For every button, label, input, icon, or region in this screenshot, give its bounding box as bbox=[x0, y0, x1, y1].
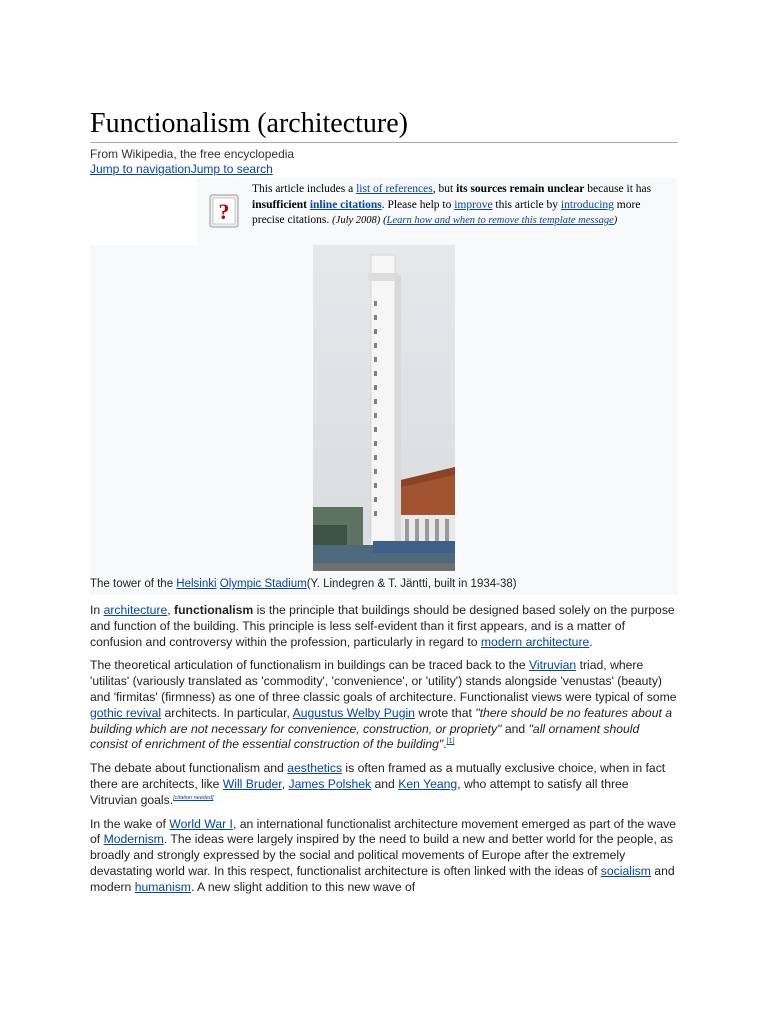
p2-text-2: triad, where 'utilitas' (variously translated as 'commodity', 'convenience', or 'utility') stands alongside 'venustas' (beauty) and 'firmitas' (firmness) as one of three classic goals of architecture. Functionalist views were typical of some bbox=[90, 658, 677, 704]
socialism-link[interactable]: socialism bbox=[600, 863, 651, 878]
world-war-i-link[interactable]: World War I bbox=[169, 816, 233, 831]
modernism-link[interactable]: Modernism bbox=[103, 832, 164, 847]
gothic-revival-link[interactable]: gothic revival bbox=[90, 705, 162, 720]
tagline: From Wikipedia, the free encyclopedia bbox=[90, 147, 295, 161]
paragraph-1: In architecture, functionalism is the principle that buildings should be designed based solely on the purpose and function of the building. This principle is less self-evident than it first appears, and is a matter of confusion and controversy within the profession, particularly in regard to modern architecture. bbox=[90, 603, 675, 649]
p3-text-4: , who attempt to satisfy all three Vitruvian goals. bbox=[90, 776, 629, 807]
figure-caption bbox=[90, 578, 517, 590]
svg-text:?: ? bbox=[218, 199, 230, 224]
notice-text-5: this article by bbox=[492, 198, 561, 211]
notice-text-6: more precise citations. bbox=[252, 198, 641, 226]
vitruvian-link[interactable]: Vitruvian bbox=[529, 658, 577, 673]
functionalism-bold: functionalism bbox=[174, 603, 254, 617]
reference-1-link[interactable]: [1] bbox=[446, 738, 455, 746]
infobox-figure bbox=[90, 245, 678, 595]
ken-yeang-link[interactable]: Ken Yeang bbox=[398, 776, 458, 791]
question-book-icon bbox=[209, 194, 239, 228]
p2-text-4: wrote that bbox=[414, 705, 476, 720]
architecture-link[interactable]: architecture bbox=[103, 603, 168, 617]
list-of-references-link[interactable]: list of references bbox=[356, 183, 433, 195]
humanism-link[interactable]: humanism bbox=[134, 879, 191, 894]
introducing-link[interactable]: introducing bbox=[560, 198, 614, 211]
inline-citations-link[interactable]: inline citations bbox=[309, 198, 382, 211]
p4-text-4: and modern bbox=[90, 863, 675, 894]
learn-remove-link[interactable]: Learn how and when to remove this template message bbox=[386, 215, 614, 226]
james-polshek-link[interactable]: James Polshek bbox=[288, 776, 372, 791]
p2-text-1: The theoretical articulation of functionalism in buildings can be traced back to the bbox=[90, 658, 529, 673]
notice-date: (July 2008) bbox=[332, 215, 381, 226]
citation-needed-link[interactable]: [citation needed] bbox=[173, 794, 214, 801]
jump-to-search-link[interactable]: Jump to search bbox=[190, 162, 273, 176]
title-divider bbox=[90, 142, 678, 143]
aesthetics-link[interactable]: aesthetics bbox=[287, 761, 343, 776]
p4-text-5: . A new slight addition to this new wave of bbox=[190, 879, 416, 894]
notice-text-2: , but bbox=[432, 183, 457, 195]
helsinki-link[interactable]: Helsinki bbox=[176, 578, 217, 590]
p4-text-2: , an international functionalist architecture movement emerged as part of the wave of bbox=[90, 816, 676, 847]
modern-architecture-link[interactable]: modern architecture bbox=[480, 634, 590, 649]
will-bruder-link[interactable]: Will Bruder bbox=[222, 776, 282, 791]
pugin-quote-1: "there should be no features about a building which are not necessary for convenience, construction, or propriety" bbox=[90, 705, 673, 736]
improve-link[interactable]: improve bbox=[454, 198, 493, 211]
pugin-quote-2: "all ornament should consist of enrichment of the essential construction of the building" bbox=[90, 721, 640, 752]
notice-text: This article includes a list of references, but its sources remain unclear because it has insufficient inline citations. Please help to improve this article by introducing more precise citations. (July 2008) (Learn how and when to remove this template message) bbox=[252, 183, 652, 226]
p2-text-5: and bbox=[501, 721, 529, 736]
paragraph-2: The theoretical articulation of functionalism in buildings can be traced back to the Vitruvian triad, where 'utilitas' (variously translated as 'commodity', 'convenience', or 'utility') stands alongside 'venustas' (beauty) and 'firmitas' (firmness) as one of three classic goals of architecture. Functionalist views were typical of some gothic revival architects. In particular, Augustus Welby Pugin wrote that "there should be no features about a building which are not necessary for convenience, construction, or propriety" and "all ornament should consist of enrichment of the essential construction of the building".[1] bbox=[90, 658, 677, 752]
notice-bold-1: its sources remain unclear bbox=[456, 183, 585, 195]
p2-text-3: architects. In particular, bbox=[161, 705, 293, 720]
notice-text-3: because it has bbox=[584, 183, 652, 195]
p3-text-1: The debate about functionalism and bbox=[90, 761, 288, 776]
olympic-stadium-link[interactable]: Olympic Stadium bbox=[219, 578, 307, 590]
p3-text-3: and bbox=[371, 776, 399, 791]
page-title: Functionalism (architecture) bbox=[90, 108, 408, 139]
p4-text-3: . The ideas were largely inspired by the need to build a new and better world for the people, as broadly and strongly expressed by the social and political movements of Europe after the extremely devastating world war. In this respect, functionalist architecture is often linked with the ideas of bbox=[90, 832, 674, 878]
caption-text-2: (Y. Lindegren & T. Jäntti, built in 1934-38) bbox=[306, 578, 517, 590]
caption-text-1: The tower of the bbox=[90, 578, 177, 590]
jump-links bbox=[90, 162, 273, 176]
article-body bbox=[90, 603, 678, 904]
p3-text-2: is often framed as a mutually exclusive choice, when in fact there are architects, like bbox=[90, 761, 666, 791]
notice-bold-2: insufficient bbox=[252, 198, 307, 211]
p4-text-1: In the wake of bbox=[90, 816, 170, 831]
paragraph-3: The debate about functionalism and aesthetics is often framed as a mutually exclusive choice, when in fact there are architects, like Will Bruder, James Polshek and Ken Yeang, who attempt to satisfy all three Vitruvian goals.[citation needed] bbox=[90, 761, 666, 807]
jump-to-navigation-link[interactable]: Jump to navigation bbox=[90, 162, 191, 176]
notice-text-1: This article includes a bbox=[252, 183, 357, 195]
notice-text-4: . Please help to bbox=[381, 198, 455, 211]
p1-text-1: is the principle that buildings should be designed based solely on the purpose and function of the building. This principle is less self-evident than it first appears, and is a matter of confusion and controversy within the profession, particularly in regard to bbox=[90, 603, 675, 649]
citation-notice bbox=[197, 178, 677, 245]
stadium-tower-photo bbox=[313, 245, 455, 571]
pugin-link[interactable]: Augustus Welby Pugin bbox=[292, 705, 415, 720]
paragraph-4 bbox=[90, 817, 678, 896]
p1-text-0: In bbox=[90, 603, 104, 617]
